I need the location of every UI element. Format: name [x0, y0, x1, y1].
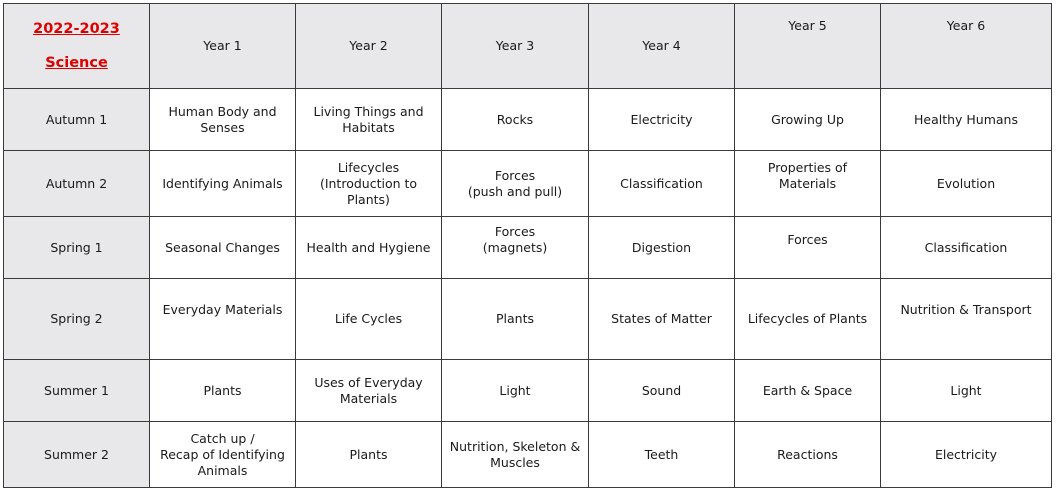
column-header-year-2: Year 2	[296, 4, 442, 89]
table-cell: Sound	[589, 360, 735, 422]
table-cell: Digestion	[589, 217, 735, 279]
table-cell: Rocks	[442, 89, 589, 151]
table-cell: Properties of Materials	[735, 151, 881, 217]
table-cell: Lifecycles of Plants	[735, 279, 881, 360]
table-cell: Plants	[296, 422, 442, 488]
column-header-year-6: Year 6	[881, 4, 1052, 89]
table-cell: Living Things and Habitats	[296, 89, 442, 151]
row-label-autumn-2: Autumn 2	[4, 151, 150, 217]
table-cell: Forces (magnets)	[442, 217, 589, 279]
table-row	[4, 360, 1052, 422]
table-cell: States of Matter	[589, 279, 735, 360]
column-header-year-1: Year 1	[150, 4, 296, 89]
table-row	[4, 422, 1052, 488]
table-row	[4, 217, 1052, 279]
table-cell: Lifecycles (Introduction to Plants)	[296, 151, 442, 217]
row-label-spring-2: Spring 2	[4, 279, 150, 360]
row-label-spring-1: Spring 1	[4, 217, 150, 279]
table-cell: Electricity	[589, 89, 735, 151]
table-cell: Seasonal Changes	[150, 217, 296, 279]
science-curriculum-table	[3, 3, 1052, 488]
table-cell: Teeth	[589, 422, 735, 488]
column-header-year-5: Year 5	[735, 4, 881, 89]
row-label-summer-1: Summer 1	[4, 360, 150, 422]
table-cell: Evolution	[881, 151, 1052, 217]
table-cell: Classification	[881, 217, 1052, 279]
table-row	[4, 89, 1052, 151]
table-cell: Reactions	[735, 422, 881, 488]
table-cell: Human Body and Senses	[150, 89, 296, 151]
table-cell: Plants	[150, 360, 296, 422]
column-header-year-3: Year 3	[442, 4, 589, 89]
table-cell: Growing Up	[735, 89, 881, 151]
table-cell: Nutrition & Transport	[881, 279, 1052, 360]
table-cell: Light	[881, 360, 1052, 422]
column-header-year-4: Year 4	[589, 4, 735, 89]
table-row	[4, 151, 1052, 217]
table-title-subject: Science	[45, 55, 108, 71]
table-cell: Classification	[589, 151, 735, 217]
row-label-autumn-1: Autumn 1	[4, 89, 150, 151]
table-cell: Healthy Humans	[881, 89, 1052, 151]
table-cell: Identifying Animals	[150, 151, 296, 217]
table-cell: Earth & Space	[735, 360, 881, 422]
table-title-cell	[4, 4, 150, 89]
table-row	[4, 279, 1052, 360]
table-cell: Life Cycles	[296, 279, 442, 360]
table-cell: Uses of Everyday Materials	[296, 360, 442, 422]
table-cell: Catch up / Recap of Identifying Animals	[150, 422, 296, 488]
table-cell: Plants	[442, 279, 589, 360]
table-cell: Forces (push and pull)	[442, 151, 589, 217]
table-title-year: 2022-2023	[33, 21, 120, 37]
table-cell: Health and Hygiene	[296, 217, 442, 279]
table-cell: Nutrition, Skeleton & Muscles	[442, 422, 589, 488]
table-cell: Forces	[735, 217, 881, 279]
row-label-summer-2: Summer 2	[4, 422, 150, 488]
table-cell: Everyday Materials	[150, 279, 296, 360]
table-cell: Electricity	[881, 422, 1052, 488]
header-row	[4, 4, 1052, 89]
table-cell: Light	[442, 360, 589, 422]
